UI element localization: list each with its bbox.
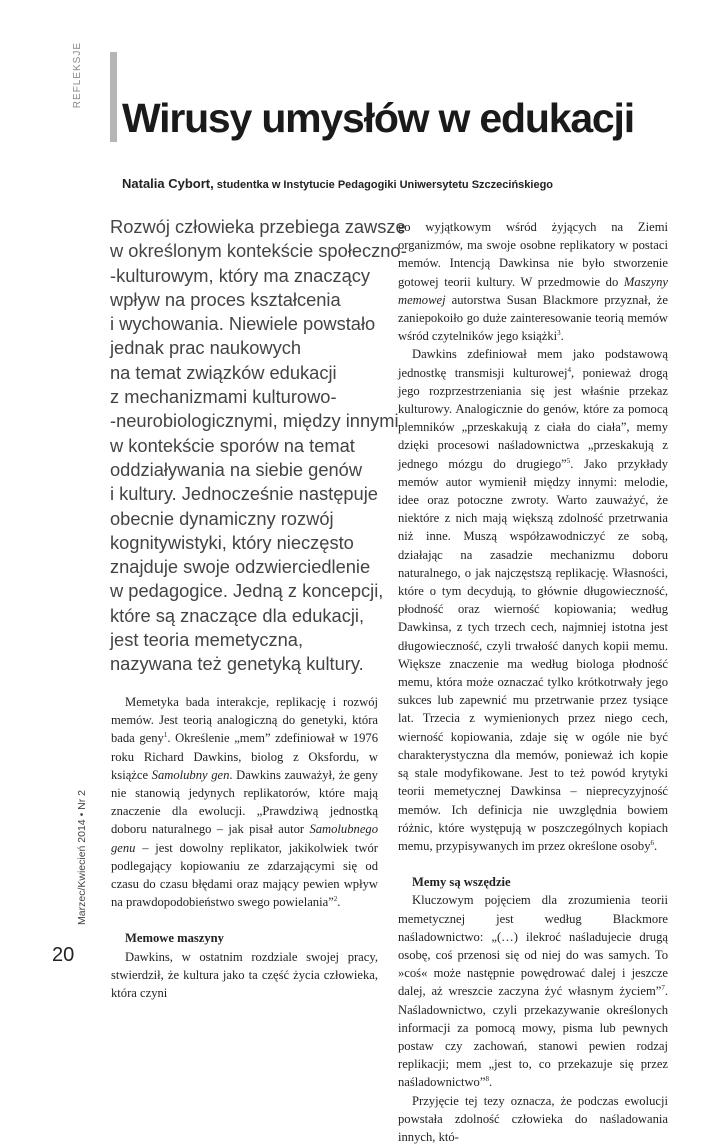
body-paragraph: Memetyka bada interakcje, replikację i rozwój memów. Jest teorią analogiczną do genetyki, która bada geny$^1$. Określenie „mem” zdefiniował w 1976 roku Richard Dawkins, biolog z Oksfordu, w książce Samolubny gen. Dawkins zauważył, że geny nie stanowią jedynych replikatorów, które mają znaczenie dla ewolucji. „Prawdziwą jednostką doboru naturalnego – jak pisał autor Samolubnego genu – jest dowolny replikator, jakikolwiek twór podlegający kopiowaniu ze zdarzającymi się od czasu do czasu błędami oraz mający pewien wpływ na prawdopodobieństwo swego powielania”$^2$.	[111, 695, 379, 910]
lead-paragraph	[110, 215, 407, 677]
lead-line: obecnie dynamiczny rozwój	[110, 507, 334, 529]
body-paragraph: Przyjęcie tej tezy oznacza, że podczas ewolucji powstała zdolność człowieka do naśladowania innych, któ-	[398, 1093, 668, 1144]
lead-line: na temat związków edukacji	[110, 361, 337, 383]
lead-line: Rozwój człowieka przebiega zawsze	[110, 216, 406, 237]
lead-line: jest teoria memetyczna,	[110, 629, 304, 651]
footnote-ref: 5	[566, 456, 571, 465]
section-tag: REFLEKSJE	[72, 42, 83, 109]
lead-line: w pedagogice. Jedną z koncepcji,	[110, 580, 384, 602]
issue-footer: Marzec/Kwiecień 2014 • Nr 2	[76, 790, 88, 925]
footnote-ref: 8	[485, 1075, 489, 1084]
lead-line: w określonym kontekście społeczno-	[110, 240, 407, 262]
author-line	[122, 176, 553, 191]
lead-line: z mechanizmami kulturowo-	[110, 386, 337, 408]
footnote-ref: 6	[650, 838, 655, 847]
body-paragraph: Kluczowym pojęciem dla zrozumienia teorii memetycznej jest według Blackmore naśladownictwo: „(…) ilekroć naśladujecie drugą osobę, coś przenosi się od niej do was samych. To »coś« może następnie powędrować dalej i jeszcze dalej, aż wreszcie zaczyna żyć własnym życiem”$^7$. Naśladownictwo, czyli przekazywanie określonych informacji za pomocą mowy, pisma lub pewnych postaw czy zachowań, stanowi pewien rodzaj replikacji; mem „jest to, co przekazuje się przez naśladownictwo”$^8$.	[398, 893, 668, 1090]
body-column-right	[398, 218, 668, 1146]
lead-line: kognitywistyki, który nieczęsto	[110, 531, 354, 553]
lead-line: które są znaczące dla edukacji,	[110, 604, 365, 626]
author-name: Natalia Cybort,	[122, 176, 214, 191]
footnote-ref: 3	[557, 329, 561, 338]
footnote-ref: 2	[333, 895, 338, 904]
title-accent-bar	[110, 52, 117, 142]
lead-line: w kontekście sporów na temat	[110, 434, 355, 456]
footnote-ref: 4	[567, 365, 571, 374]
lead-line: wpływ na proces kształcenia	[110, 288, 341, 310]
lead-line: -neurobiologicznymi, między innymi	[110, 410, 399, 432]
body-paragraph: Dawkins, w ostatnim rozdziale swojej pracy, stwierdził, że kultura jako ta część życia człowieka, która czyni	[111, 949, 378, 1001]
article-title: Wirusy umysłów w edukacji	[122, 95, 634, 141]
lead-line: nazywana też genetyką kultury.	[110, 653, 364, 675]
body-paragraph: Dawkins zdefiniował mem jako podstawową jednostkę transmisji kulturowej$^4$, ponieważ drogą jego rozprzestrzeniania się jest właśnie przekaz kulturowy. Analogicznie do genów, które za pomocą plemników „przeskakują z ciała do ciała”, memy dzięki procesowi naśladownictwa „przeskakują z jednego mózgu do drugiego”$^5$. Jako przykłady memów autor wymienił między innymi: melodie, idee oraz potoczne zwroty. Warto zauważyć, że niektóre z nich mają większą zdolność przetrwania niż inne. Muszą współzawodniczyć ze sobą, działając na zasadzie mechanizmu doboru naturalnego, o jak najczęstszą replikację. Własności, które o tym decydują, to głównie długowieczność, płodność oraz wierność kopiowania; według Dawkinsa, z tych trzech cech, najmniej istotna jest długowieczność, czyli trwałość danych kopii memu. Większe znaczenie ma według biologa płodność memu, która może oznaczać tylko krótkotrwały jego sukces lub zapewnić mu przetrwanie przez tysiące lat. Trzecia z wymienionych przez niego cech, wierność kopiowania, zdaje się w ogóle nie być charakterystyczna dla memów, ponieważ ich kopie są stale modyfikowane. Jest to też powód krytyki teorii memetycznej Dawkinsa – nieprecyzyjność memów. Ich definicja nie uwzględnia bowiem różnic, które występują w poszczególnych kopiach memu, przypisywanych im przez określone osoby$^6$.	[398, 347, 668, 853]
lead-line: -kulturowym, który ma znaczący	[110, 264, 371, 286]
footnote-ref: 1	[163, 731, 168, 740]
body-column-left	[111, 693, 378, 1002]
lead-line: i wychowania. Niewiele powstało	[110, 313, 376, 335]
footnote-ref: 7	[661, 984, 665, 993]
lead-line: znajduje swoje odzwierciedlenie	[110, 556, 371, 578]
page-number: 20	[52, 944, 75, 966]
lead-line: jednak prac naukowych	[110, 337, 302, 359]
section-heading: Memy są wszędzie	[412, 875, 511, 890]
lead-line: i kultury. Jednocześnie następuje	[110, 483, 378, 505]
body-paragraph: go wyjątkowym wśród żyjących na Ziemi organizmów, ma swoje osobne replikatory w postaci memów. Intencją Dawkinsa nie było stworzenie gotowej teorii kultury. W przedmowie do Maszyny memowej autorstwa Susan Blackmore przyznał, że zaniepokoiło go duże zainteresowanie teorią memów wśród czytelników jego książki$^3$.	[398, 220, 668, 344]
author-affiliation: studentka w Instytucie Pedagogiki Uniwersytetu Szczecińskiego	[213, 179, 554, 191]
lead-line: oddziaływania na siebie genów	[110, 458, 363, 480]
section-heading: Memowe maszyny	[125, 931, 224, 946]
